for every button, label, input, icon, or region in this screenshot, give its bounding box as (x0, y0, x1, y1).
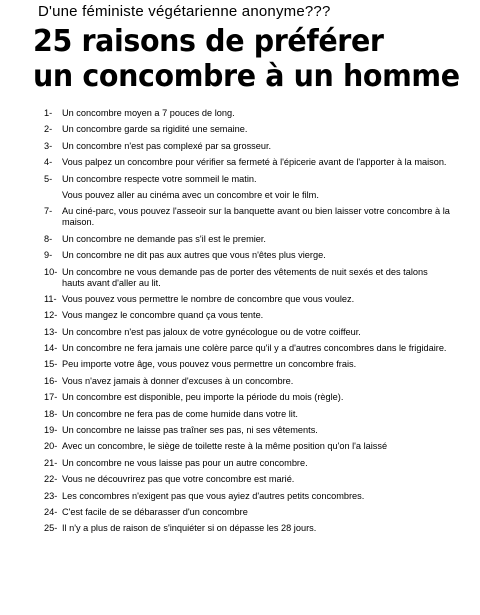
item-text: Au ciné-parc, vous pouvez l'asseoir sur la banquette avant ou bien laisser votre concombre à la maison. (62, 206, 450, 228)
list-item (0, 474, 480, 485)
item-text: Vous ne découvrirez pas que votre concombre est marié. (62, 474, 295, 485)
list-item (0, 392, 480, 403)
list-item (0, 425, 480, 436)
title-line-1: 25 raisons de préférer (33, 24, 384, 59)
list-item (0, 327, 480, 338)
item-text: Un concombre ne demande pas s'il est le premier. (62, 233, 266, 244)
title-line-2: un concombre à un homme (33, 59, 460, 94)
item-number: 23- (44, 490, 58, 501)
list-item (0, 250, 480, 261)
item-number: 17- (44, 392, 58, 403)
item-number: 21- (44, 457, 58, 468)
item-number: 22- (44, 474, 58, 485)
list-item (0, 523, 480, 534)
item-number: 20- (44, 441, 58, 452)
item-number: 11- (44, 293, 57, 304)
list-item (0, 234, 480, 245)
list-item (0, 294, 480, 305)
item-text: Un concombre ne fera jamais une colère parce qu'il y a d'autres concombres dans le frigidaire. (62, 343, 447, 354)
item-number: 12- (44, 310, 58, 321)
list-item (0, 376, 480, 387)
list-item (0, 174, 480, 185)
item-text: Il n'y a plus de raison de s'inquiéter si on dépasse les 28 jours. (62, 523, 317, 534)
item-text: Un concombre respecte votre sommeil le matin. (62, 173, 257, 184)
document-title (33, 24, 460, 94)
list-item (0, 141, 480, 152)
item-text: Un concombre ne vous demande pas de porter des vêtements de nuit sexés et des talons hauts avant d'aller au lit. (62, 266, 428, 288)
reasons-list (0, 108, 480, 540)
item-number: 4- (44, 157, 53, 168)
list-item (0, 108, 480, 119)
item-number: 15- (44, 359, 58, 370)
item-text: Un concombre ne fera pas de come humide dans votre lit. (62, 408, 298, 419)
item-number: 10- (44, 266, 58, 277)
item-number: 16- (44, 375, 58, 386)
item-number: 3- (44, 140, 53, 151)
item-number: 7- (44, 206, 53, 217)
list-item (0, 157, 480, 168)
item-text: Un concombre garde sa rigidité une semaine. (62, 124, 248, 135)
item-text: Un concombre moyen a 7 pouces de long. (62, 108, 235, 118)
list-item (0, 206, 480, 228)
item-number: 24- (44, 506, 58, 517)
item-number: 8- (44, 233, 53, 244)
item-number: 25- (44, 523, 58, 534)
item-text: Vous palpez un concombre pour vérifier sa fermeté à l'épicerie avant de l'apporter à la maison. (62, 157, 447, 168)
list-item (0, 190, 480, 201)
document-subtitle: D'une féministe végétarienne anonyme??? (38, 3, 331, 20)
item-number: 2- (44, 124, 53, 135)
list-item (0, 507, 480, 518)
item-text: Avec un concombre, le siège de toilette reste à la même position qu'on l'a laissé (62, 441, 388, 452)
item-number: 5- (44, 173, 53, 184)
item-number: 1- (44, 108, 53, 118)
item-text: Vous pouvez vous permettre le nombre de concombre que vous voulez. (62, 293, 355, 304)
item-text: C'est facile de se débarasser d'un concombre (62, 506, 248, 517)
item-text: Un concombre n'est pas complexé par sa grosseur. (62, 140, 272, 151)
item-text: Un concombre ne laisse pas traîner ses pas, ni ses vêtements. (62, 425, 318, 436)
item-number: 13- (44, 326, 58, 337)
item-text: Les concombres n'exigent pas que vous ayiez d'autres petits concombres. (62, 490, 365, 501)
item-text: Un concombre ne vous laisse pas pour un autre concombre. (62, 457, 308, 468)
item-text: Un concombre est disponible, peu importe la période du mois (règle). (62, 392, 344, 403)
list-item (0, 267, 480, 289)
item-text: Vous mangez le concombre quand ça vous tente. (62, 310, 264, 321)
list-item (0, 310, 480, 321)
item-number: 9- (44, 250, 53, 261)
item-text: Un concombre n'est pas jaloux de votre gynécologue ou de votre coiffeur. (62, 326, 361, 337)
item-text: Vous n'avez jamais à donner d'excuses à un concombre. (62, 375, 294, 386)
item-number: 14- (44, 343, 58, 354)
item-text: Peu importe votre âge, vous pouvez vous permettre un concombre frais. (62, 359, 357, 370)
list-item (0, 458, 480, 469)
list-item (0, 359, 480, 370)
list-item (0, 491, 480, 502)
item-number: 19- (44, 425, 58, 436)
item-text: Un concombre ne dit pas aux autres que vous n'êtes plus vierge. (62, 250, 326, 261)
list-item (0, 441, 480, 452)
item-number: 18- (44, 408, 58, 419)
list-item (0, 343, 480, 354)
list-item (0, 124, 480, 135)
list-item (0, 409, 480, 420)
item-text: Vous pouvez aller au cinéma avec un concombre et voir le film. (62, 189, 319, 200)
